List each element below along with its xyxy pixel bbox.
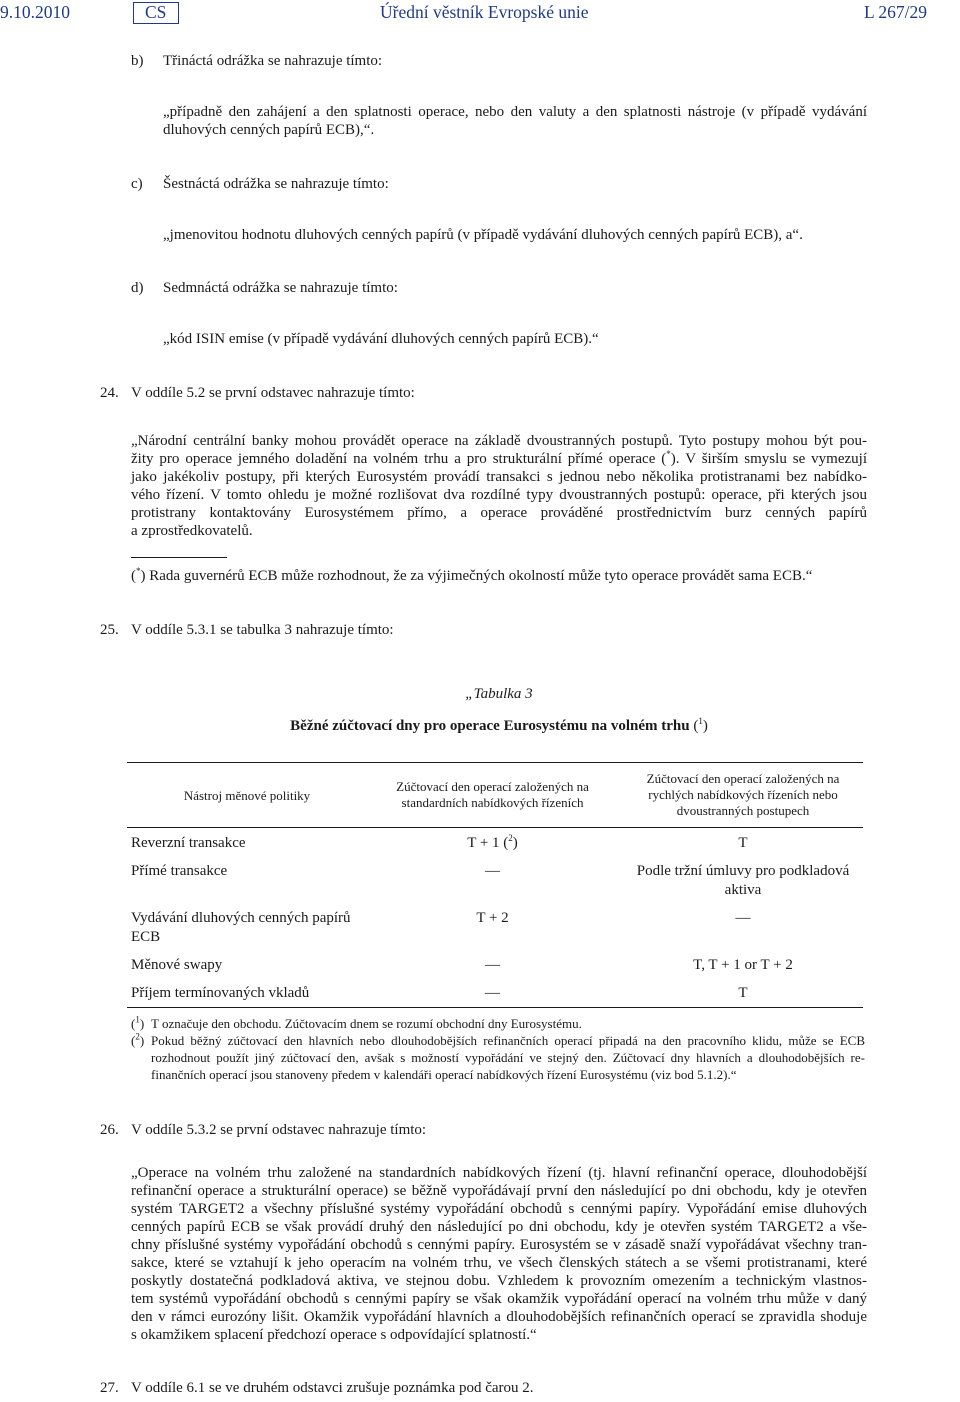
item-25-intro: V oddíle 5.3.1 se tabulka 3 nahrazuje tímto: xyxy=(131,622,394,638)
item-24-number: 24. xyxy=(100,385,119,401)
item-26-line-8: tem systémů vypořádání obchodů s cennými papíry se však okamžik vypořádání operací na volném trhu může v daný xyxy=(131,1291,867,1307)
table-row-1-quick: T xyxy=(738,835,748,851)
item-27-number: 27. xyxy=(100,1380,119,1396)
table-row-1-standard: T + 1 ($^2$) xyxy=(467,833,518,851)
table-row-4-standard: — xyxy=(485,957,500,973)
table-footnote-2-mark: ($^2$) xyxy=(131,1031,145,1048)
header-language: CS xyxy=(145,2,167,22)
item-24-intro: V oddíle 5.2 se první odstavec nahrazuje tímto: xyxy=(131,385,415,401)
item-24-line-4: vého řízení. V tomto ohledu je možné rozlišovat dva rozdílné typy dvoustranných postupů: operace, při kterých jsou xyxy=(131,487,867,503)
item-26-line-5: chny příslušné systémy vypořádání obchodů s cennými papíry. Eurosystém se v zásadě snaží vypořádávat všechny tran- xyxy=(131,1237,867,1253)
table-caption: „Tabulka 3 xyxy=(465,686,533,702)
item-26-line-3: systém TARGET2 a všechny příslušné systémy vypořádání obchodů s cennými papíry. Vypořádání emise dluhových xyxy=(131,1201,867,1217)
item-24-line-2: žity pro operace jemného doladění na volném trhu a pro strukturální přímé operace (*). V širším smyslu se vymezují xyxy=(131,449,867,467)
table-row-5-instrument: Příjem termínovaných vkladů xyxy=(131,985,310,1001)
footnote-separator xyxy=(131,557,227,558)
table-row-2-standard: — xyxy=(485,863,500,879)
item-26-intro: V oddíle 5.3.2 se první odstavec nahrazuje tímto: xyxy=(131,1122,427,1138)
table-footnote-2-line-1: Pokud běžný zúčtovací den hlavních nebo dlouhodobějších refinančních operací připadá na den pracovního klidu, může se ECB xyxy=(151,1033,865,1048)
item-d-quote: „kód ISIN emise (v případě vydávání dluhových cenných papírů ECB).“ xyxy=(163,331,599,347)
item-26-line-1: „Operace na volném trhu založené na standardních nabídkových řízení (tj. hlavní refinanční operace, dlouhodobější xyxy=(131,1165,867,1181)
table-header-standard: Zúčtovací den operací založených na standardních nabídkových řízeních xyxy=(396,779,589,810)
table-row-5-standard: — xyxy=(485,985,500,1001)
item-24-footnote-ref: * xyxy=(666,449,671,459)
item-d-marker: d) xyxy=(131,280,144,296)
table-header-rule xyxy=(127,827,863,828)
table-row-2-quick: Podle tržní úmluvy pro podkladová aktiva xyxy=(636,863,850,898)
table-row-1-instrument: Reverzní transakce xyxy=(131,835,246,851)
item-27-text: V oddíle 6.1 se ve druhém odstavci zrušuje poznámka pod čarou 2. xyxy=(131,1380,534,1396)
item-24-footnote: (*) Rada guvernérů ECB může rozhodnout, že za výjimečných okolností může tyto operace provádět sama ECB.“ xyxy=(131,566,813,584)
header-page-number: L 267/29 xyxy=(864,2,928,22)
table-row-4-quick: T, T + 1 or T + 2 xyxy=(693,957,793,973)
table-row-3-instrument: Vydávání dluhových cenných papírů ECB xyxy=(131,910,351,945)
table-row-5-quick: T xyxy=(738,985,748,1001)
item-24-line-3: jako jakékoliv postupy, při kterých Eurosystém provádí transakci s jednou nebo několika protistranami bez nabídko- xyxy=(131,469,867,485)
item-24-line-1: „Národní centrální banky mohou provádět operace na základě dvoustranných postupů. Tyto postupy mohou být pou- xyxy=(131,433,867,449)
table-row-4-instrument: Měnové swapy xyxy=(131,957,223,973)
item-c-intro: Šestnáctá odrážka se nahrazuje tímto: xyxy=(163,176,389,192)
item-26-line-6: sakce, které se vztahují k jeho operacím na volném trhu, ve všech členských státech a se všemi protistranami, které xyxy=(131,1255,867,1271)
item-24-line-6: a zprostředkovatelů. xyxy=(131,523,253,539)
table-footnote-2-line-3: finančních operací jsou stanoveny předem v kalendáři operací nabídkových řízení Eurosystému (viz bod 5.1.2).“ xyxy=(151,1067,737,1082)
header-date: 9.10.2010 xyxy=(0,2,70,22)
table-footnote-2-line-2: rozhodnout použít jiný zúčtovací den, avšak s možností vypořádání ve stejný den. Zúčtovací dny hlavních a dlouhodobějších re- xyxy=(151,1050,865,1065)
table-header-quick: Zúčtovací den operací založených na rychlých nabídkových řízeních nebo dvoustranných postupech xyxy=(646,771,840,818)
table-row-3-quick: — xyxy=(735,910,751,926)
item-26-line-9: den v rámci eurozóny lišit. Okamžik vypořádání hlavních a dlouhodobějších refinančních operací se zpravidla shoduje xyxy=(131,1309,867,1325)
item-26-line-10: s okamžikem splacení předchozí operace s odpovídající splatností.“ xyxy=(131,1327,537,1343)
table-row-3-standard: T + 2 xyxy=(476,910,509,926)
table-header-instrument: Nástroj měnové politiky xyxy=(183,788,311,803)
table-top-rule xyxy=(127,762,863,763)
table-title: Běžné zúčtovací dny pro operace Eurosystému na volném trhu ($^1$) xyxy=(290,716,708,734)
item-b-marker: b) xyxy=(131,53,144,69)
item-c-quote: „jmenovitou hodnotu dluhových cenných papírů (v případě vydávání dluhových cenných papírů ECB), a“. xyxy=(163,227,803,243)
item-26-line-7: poskytly dostatečná podkladová aktiva, ve stejnou dobu. Vzhledem k provozním omezením a technickým vlastnos- xyxy=(131,1273,867,1289)
item-26-line-2: refinanční operace a strukturální operace) se běžně vypořádávají první den následující po dni obchodu, kdy je otevřen xyxy=(131,1183,867,1199)
item-b-quote-line-2: dluhových cenných papírů ECB),“. xyxy=(163,122,375,138)
item-c-marker: c) xyxy=(131,176,143,192)
item-26-number: 26. xyxy=(100,1122,119,1138)
table-footnote-1-mark: ($^1$) xyxy=(131,1014,145,1031)
table-row-2-instrument: Přímé transakce xyxy=(131,863,228,879)
item-b-intro: Třináctá odrážka se nahrazuje tímto: xyxy=(163,53,383,69)
item-b-quote-line-1: „případně den zahájení a den splatnosti operace, nebo den valuty a den splatnosti nástroje (v případě vydávání xyxy=(163,104,867,120)
table-bottom-rule xyxy=(127,1007,863,1008)
item-26-line-4: cenných papírů ECB se však provádí druhý den následující po dni obchodu, kdy je otevřen systém TARGET2 a vše- xyxy=(131,1219,867,1235)
item-25-number: 25. xyxy=(100,622,119,638)
item-24-line-5: protistrany kontaktovány Eurosystémem přímo, a operace prováděné prostřednictvím burz cenných papírů xyxy=(131,505,867,521)
table-footnote-1: T označuje den obchodu. Zúčtovacím dnem se rozumí obchodní dny Eurosystému. xyxy=(151,1016,582,1031)
header-journal-title: Úřední věstník Evropské unie xyxy=(380,2,589,22)
item-d-intro: Sedmnáctá odrážka se nahrazuje tímto: xyxy=(163,280,398,296)
